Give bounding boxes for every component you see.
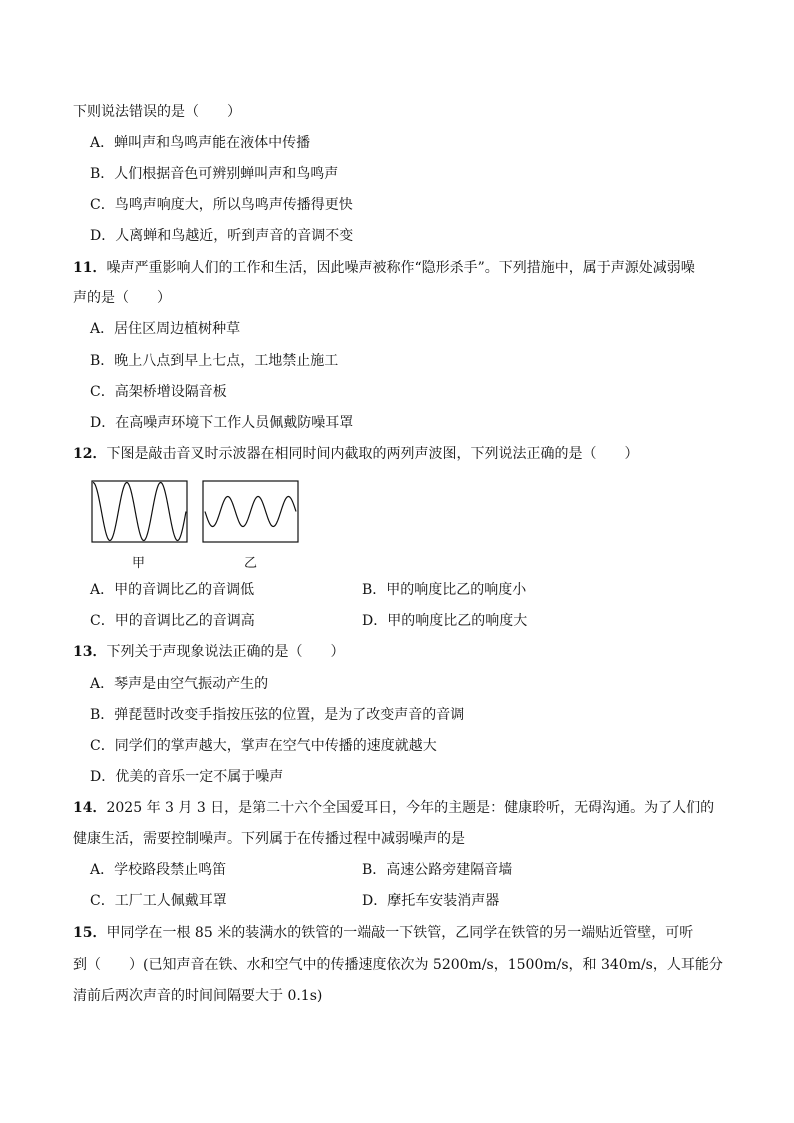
q14-number: 14． bbox=[73, 800, 107, 816]
q12-option-b: B．甲的响度比乙的响度小 bbox=[362, 582, 527, 598]
q13-stem-text: 下列关于声现象说法正确的是（ ） bbox=[106, 644, 345, 660]
q14-stem-line2: 健康生活，需要控制噪声。下列属于在传播过程中减弱噪声的是 bbox=[73, 831, 465, 847]
q15-stem-text: 甲同学在一根 85 米的装满水的铁管的一端敲一下铁管，乙同学在铁管的另一端贴近管壁，可听 bbox=[106, 925, 694, 941]
q13-option-d: D．优美的音乐一定不属于噪声 bbox=[90, 769, 284, 785]
q10-option-b: B．人们根据音色可辨别蝉叫声和鸟鸣声 bbox=[90, 166, 339, 182]
q11-stem-line1 bbox=[73, 258, 695, 278]
q15-number: 15． bbox=[73, 925, 107, 941]
q12-option-c: C．甲的音调比乙的音调高 bbox=[90, 613, 255, 629]
q13-option-b: B．弹琵琶时改变手指按压弦的位置，是为了改变声音的音调 bbox=[90, 707, 465, 723]
q10-option-a: A．蝉叫声和鸟鸣声能在液体中传播 bbox=[90, 135, 311, 151]
q14-option-b: B．高速公路旁建隔音墙 bbox=[362, 862, 513, 878]
q12-option-d: D．甲的响度比乙的响度大 bbox=[362, 613, 528, 629]
q11-stem-text: 噪声严重影响人们的工作和生活，因此噪声被称作“隐形杀手”。下列措施中，属于声源处减弱噪 bbox=[106, 260, 695, 276]
q11-stem-line2: 声的是（ ） bbox=[73, 290, 171, 306]
waveform-yi bbox=[202, 480, 300, 544]
q15-stem-line3: 清前后两次声音的时间间隔要大于 0.1s) bbox=[73, 988, 323, 1004]
q12-stem bbox=[73, 444, 638, 464]
q10-stem: 下则说法错误的是（ ） bbox=[73, 104, 241, 120]
q14-option-d: D．摩托车安装消声器 bbox=[362, 893, 500, 909]
q13-option-c: C．同学们的掌声越大，掌声在空气中传播的速度就越大 bbox=[90, 738, 437, 754]
q15-stem-line2: 到（ ）(已知声音在铁、水和空气中的传播速度依次为 5200m/s，1500m/s，和 340m/s，人耳能分 bbox=[73, 957, 723, 973]
q12-stem-text: 下图是敲击音叉时示波器在相同时间内截取的两列声波图，下列说法正确的是（ ） bbox=[106, 446, 639, 462]
waveform-jia-label: 甲 bbox=[132, 556, 146, 571]
q11-option-d: D．在高噪声环境下工作人员佩戴防噪耳罩 bbox=[90, 415, 354, 431]
q14-option-c: C．工厂工人佩戴耳罩 bbox=[90, 893, 227, 909]
waveform-jia bbox=[91, 480, 189, 544]
q13-option-a: A．琴声是由空气振动产生的 bbox=[90, 676, 269, 692]
q12-number: 12． bbox=[73, 446, 107, 462]
q14-stem-line1 bbox=[73, 798, 714, 818]
q12-option-a: A．甲的音调比乙的音调低 bbox=[90, 582, 255, 598]
waveform-jia-curve bbox=[93, 483, 186, 541]
waveform-yi-label: 乙 bbox=[244, 556, 258, 571]
q11-option-b: B．晚上八点到早上七点，工地禁止施工 bbox=[90, 353, 339, 369]
waveform-yi-curve bbox=[205, 497, 296, 527]
q11-option-c: C．高架桥增设隔音板 bbox=[90, 384, 227, 400]
q10-option-d: D．人离蝉和鸟越近，听到声音的音调不变 bbox=[90, 228, 354, 244]
q13-stem bbox=[73, 642, 344, 662]
q10-option-c: C．鸟鸣声响度大，所以鸟鸣声传播得更快 bbox=[90, 197, 353, 213]
q14-option-a: A．学校路段禁止鸣笛 bbox=[90, 862, 227, 878]
q14-stem-text: 2025 年 3 月 3 日，是第二十六个全国爱耳日，今年的主题是：健康聆听，无碍沟通。为了人们的 bbox=[106, 800, 715, 816]
q13-number: 13． bbox=[73, 644, 107, 660]
q11-option-a: A．居住区周边植树种草 bbox=[90, 321, 241, 337]
q11-number: 11． bbox=[73, 260, 107, 276]
q15-stem-line1 bbox=[73, 923, 693, 943]
